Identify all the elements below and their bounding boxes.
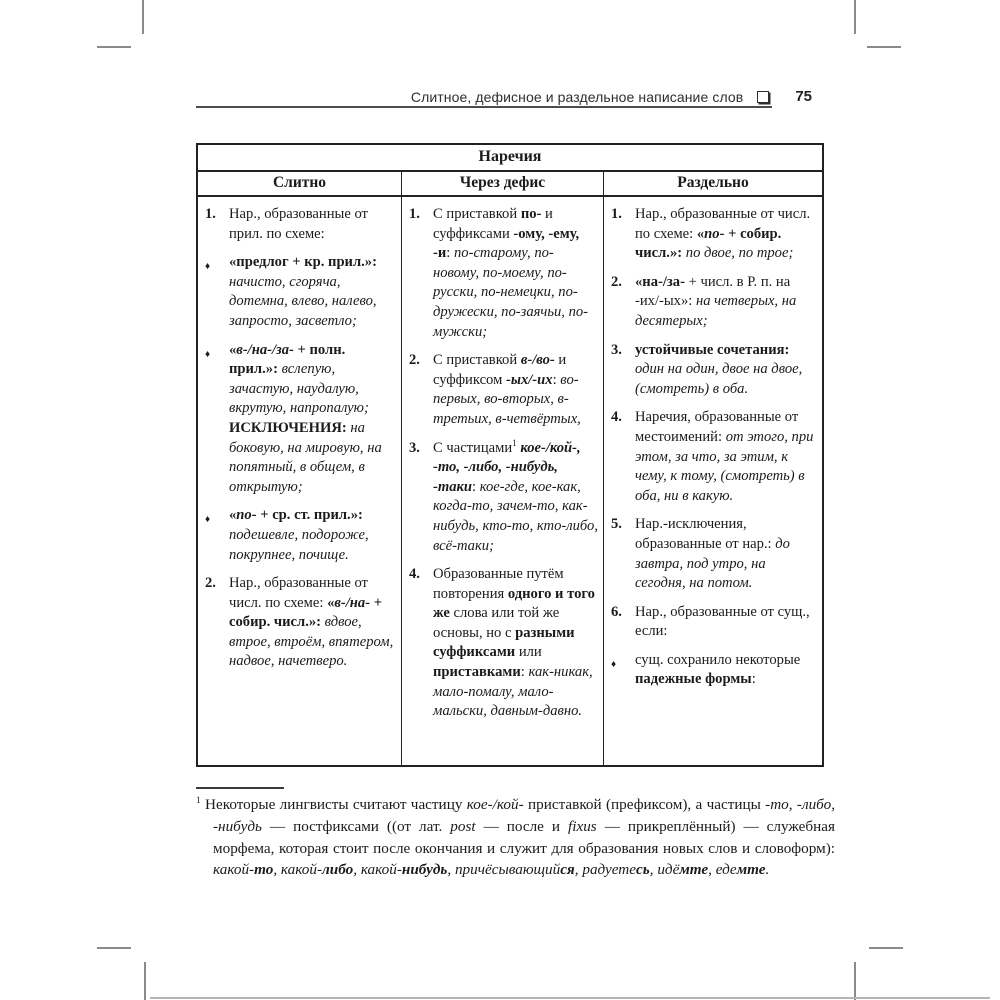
- text-segment: ,: [708, 861, 716, 879]
- text-segment: или: [515, 644, 542, 661]
- text-segment: идё: [657, 861, 680, 879]
- page-number: 75: [795, 88, 812, 105]
- diamond-bullet-icon: ♦: [205, 514, 211, 526]
- text-segment: 1: [512, 437, 517, 448]
- text-segment: по двое, по трое;: [685, 245, 794, 262]
- text-segment: С приставкой: [433, 352, 521, 369]
- list-item: [205, 205, 396, 244]
- diamond-bullet-icon: ♦: [611, 658, 617, 670]
- text-segment: Нар.-исключения, образованные от нар.:: [635, 516, 776, 552]
- text-segment: Наречия, образованные от местоимений:: [635, 409, 799, 445]
- item-number: 2.: [611, 273, 622, 290]
- text-segment: вдвое, втрое, втроём, впятером, надвое, начетверо.: [229, 614, 394, 670]
- text-segment: то: [254, 861, 274, 879]
- item-text: [635, 603, 817, 642]
- text-segment: «: [327, 594, 335, 611]
- text-segment: Нар., образованные от числ. по схеме:: [229, 575, 368, 611]
- item-text: [229, 253, 396, 331]
- text-segment: причёсывающий: [454, 861, 561, 879]
- text-segment: :: [520, 664, 529, 681]
- text-segment: разными суффиксами: [433, 624, 575, 661]
- item-number: 4.: [611, 409, 622, 426]
- text-segment: от этого, при этом, за что, за этим, к чему, к тому, (смотреть) в оба, ни в какую.: [635, 428, 814, 504]
- item-text: [433, 565, 598, 722]
- item-text: [635, 341, 817, 400]
- text-segment: Образованные путём повторения: [433, 566, 564, 602]
- text-segment: + полн. прил.»:: [229, 341, 346, 378]
- text-segment: один на один, двое на двое, (смотреть) в оба.: [635, 361, 803, 397]
- column-header-cherez-defis: Через дефис: [402, 172, 604, 195]
- text-segment: «: [635, 273, 643, 290]
- text-segment: еде: [715, 861, 737, 879]
- item-number: 2.: [409, 352, 420, 369]
- crop-mark-top-right-vertical: [854, 0, 856, 34]
- text-segment: приставками: [433, 664, 521, 681]
- table-body-row: [198, 197, 822, 765]
- crop-mark-bottom-left-vertical: [144, 962, 146, 1000]
- text-segment: в-/во-: [520, 352, 555, 369]
- text-segment: сущ. сохранило некоторые: [635, 651, 801, 668]
- list-item: [611, 205, 817, 264]
- item-text: [433, 205, 598, 342]
- item-text: [635, 205, 817, 264]
- text-segment: по-: [704, 225, 725, 242]
- table-header-row: [198, 172, 822, 197]
- text-segment: кое-где, кое-как, когда-то, зачем-то, как-нибудь, кто-то, кто-либо, всё-таки;: [433, 478, 598, 554]
- item-text: [635, 273, 817, 332]
- text-segment: слова или той же основы, но с: [433, 605, 560, 641]
- text-segment: одного и того же: [433, 585, 595, 622]
- item-text: [433, 439, 598, 557]
- adverbs-table: [196, 143, 824, 767]
- crop-mark-top-right-horizontal: [867, 46, 901, 48]
- text-segment: -ых/-их: [505, 371, 553, 388]
- text-segment: Нар., образованные от прил. по схеме:: [229, 206, 368, 242]
- text-segment: Нар., образованные от числ. по схеме:: [635, 206, 811, 242]
- text-segment: нибудь: [401, 861, 448, 879]
- text-segment: :: [552, 371, 561, 388]
- text-segment: по-: [520, 206, 542, 222]
- text-segment: сь: [636, 861, 650, 879]
- header-rule: [196, 106, 772, 108]
- text-segment: какой-: [360, 861, 402, 879]
- text-segment: на-/за-: [642, 273, 685, 290]
- list-item: [611, 408, 817, 506]
- text-segment: и суффиксами: [433, 206, 553, 242]
- text-segment: мте: [736, 861, 766, 879]
- text-segment: fixus: [568, 817, 597, 835]
- list-item: [205, 253, 396, 331]
- list-item: [409, 205, 598, 342]
- item-text: [229, 341, 396, 498]
- text-segment: как-никак, мало-помалу, мало-мальски, давным-давно.: [433, 664, 593, 720]
- column-header-razdelno: Раздельно: [677, 174, 749, 191]
- text-segment: по-: [236, 507, 257, 524]
- text-segment: Нар., образованные от сущ., если:: [635, 603, 810, 640]
- list-item: [611, 341, 817, 400]
- column-header-slitno: Слитно: [198, 172, 402, 195]
- text-segment: на четверых, на десятерых;: [635, 293, 797, 329]
- text-segment: -ому, -ему, -и: [433, 225, 580, 262]
- text-segment: приставкой (префиксом), а частицы: [523, 796, 766, 813]
- text-segment: — после и: [475, 817, 569, 835]
- text-segment: ,: [649, 861, 658, 879]
- text-segment: вслепую, зачастую, наудалую, вкрутую, напропалую;: [229, 361, 369, 417]
- text-segment: — постфиксами ((от лат.: [261, 817, 451, 835]
- text-segment: ,: [273, 861, 281, 879]
- text-segment: начисто, сгоряча, дотемна, влево, налево, запросто, засветло;: [229, 273, 377, 329]
- text-segment: какой-: [213, 861, 255, 879]
- text-segment: + собир. числ.»:: [635, 225, 782, 262]
- cell-slitno: [198, 197, 402, 765]
- item-number: 2.: [205, 575, 216, 592]
- text-segment: :: [472, 478, 480, 495]
- item-text: [635, 651, 817, 690]
- text-segment: ся: [560, 861, 575, 879]
- text-segment: «: [696, 225, 705, 242]
- crop-mark-bottom-left-horizontal: [97, 947, 131, 949]
- text-segment: post: [450, 817, 476, 835]
- crop-mark-bottom-right-horizontal: [869, 947, 903, 949]
- section-square-icon: [757, 91, 769, 103]
- text-segment: «: [229, 507, 237, 524]
- text-segment: устойчивые сочетания:: [635, 341, 790, 358]
- text-segment: С приставкой: [433, 206, 521, 222]
- text-segment: С частицами: [433, 439, 513, 456]
- item-text: [635, 408, 817, 506]
- list-item: [205, 341, 396, 498]
- text-segment: ,: [353, 861, 361, 879]
- running-head-title: Слитное, дефисное и раздельное написание слов: [410, 88, 744, 105]
- page-edge-artifact: [150, 997, 990, 999]
- item-text: [229, 506, 396, 565]
- text-segment: + собир. числ.»:: [229, 594, 383, 631]
- text-segment: какой-: [280, 861, 322, 879]
- item-number: 3.: [409, 439, 420, 456]
- text-segment: кое-/кой-, -то, -либо, -нибудь, -таки: [433, 439, 581, 495]
- text-segment: — прикреплённый) — служебная морфема, которая стоит после окончания и служит для образования новых слов и словоформ):: [213, 817, 836, 857]
- text-segment: ,: [574, 861, 583, 879]
- text-segment: .: [765, 861, 770, 879]
- text-segment: -то, -либо, -нибудь: [213, 796, 835, 835]
- diamond-bullet-icon: ♦: [205, 261, 211, 273]
- text-segment: 1: [196, 795, 201, 806]
- text-segment: и суффиксом: [433, 352, 567, 388]
- footnote-rule: [196, 787, 284, 789]
- text-segment: подешевле, подороже, покрупнее, почище.: [229, 526, 369, 563]
- list-item: [611, 273, 817, 332]
- text-segment: либо: [322, 861, 354, 879]
- item-number: 1.: [205, 206, 216, 222]
- text-segment: до завтра, под утро, на сегодня, на потом.: [635, 535, 790, 592]
- list-item: [611, 603, 817, 642]
- item-text: [433, 351, 598, 429]
- running-head: [196, 88, 812, 105]
- table-title: Наречия: [198, 145, 822, 172]
- list-item: [409, 439, 598, 557]
- text-segment: мте: [679, 861, 709, 879]
- item-number: 6.: [611, 603, 622, 620]
- text-segment: ИСКЛЮЧЕНИЯ:: [229, 419, 351, 436]
- list-item: [409, 565, 598, 722]
- text-segment: в-/на-/за-: [236, 341, 294, 358]
- footnote: [196, 794, 835, 881]
- crop-mark-bottom-right-vertical: [854, 962, 856, 1000]
- text-segment: ,: [447, 861, 455, 879]
- text-segment: «предлог + кр. прил.»:: [229, 254, 377, 271]
- diamond-bullet-icon: ♦: [205, 348, 211, 360]
- crop-mark-top-left-vertical: [142, 0, 144, 34]
- text-segment: на боковую, на мировую, на попятный, в общем, в открытую;: [229, 419, 382, 495]
- text-segment: :: [446, 245, 454, 262]
- list-item: [611, 515, 817, 593]
- text-segment: по-старому, по-новому, по-моему, по-русски, по-немецки, по-дружески, по-заячьи, по-мужски;: [433, 245, 589, 340]
- list-item: [205, 574, 396, 672]
- item-number: 1.: [409, 206, 420, 222]
- text-segment: радуете: [582, 861, 637, 879]
- item-number: 1.: [611, 206, 622, 222]
- text-segment: + числ. в Р. п. на -их/-ых»:: [635, 273, 791, 310]
- cell-cherez-defis: [402, 197, 604, 765]
- cell-razdelno: [604, 197, 822, 765]
- list-item: [409, 351, 598, 429]
- text-segment: падежные формы: [635, 671, 752, 688]
- item-number: 3.: [611, 341, 622, 358]
- text-segment: + ср. ст. прил.»:: [256, 507, 363, 524]
- item-number: 5.: [611, 516, 622, 533]
- item-text: [635, 515, 817, 593]
- text-segment: во-первых, во-вторых, в-третьих, в-четвёртых,: [433, 371, 581, 427]
- text-segment: Некоторые лингвисты считают частицу: [200, 796, 467, 813]
- item-text: [229, 574, 396, 672]
- text-segment: кое-/кой-: [466, 796, 524, 813]
- list-item: [611, 651, 817, 690]
- item-number: 4.: [409, 566, 420, 583]
- item-text: [229, 205, 396, 244]
- text-segment: «: [229, 341, 237, 358]
- list-item: [205, 506, 396, 565]
- crop-mark-top-left-horizontal: [97, 46, 131, 48]
- text-segment: :: [751, 671, 756, 688]
- text-segment: в-/на-: [334, 594, 371, 611]
